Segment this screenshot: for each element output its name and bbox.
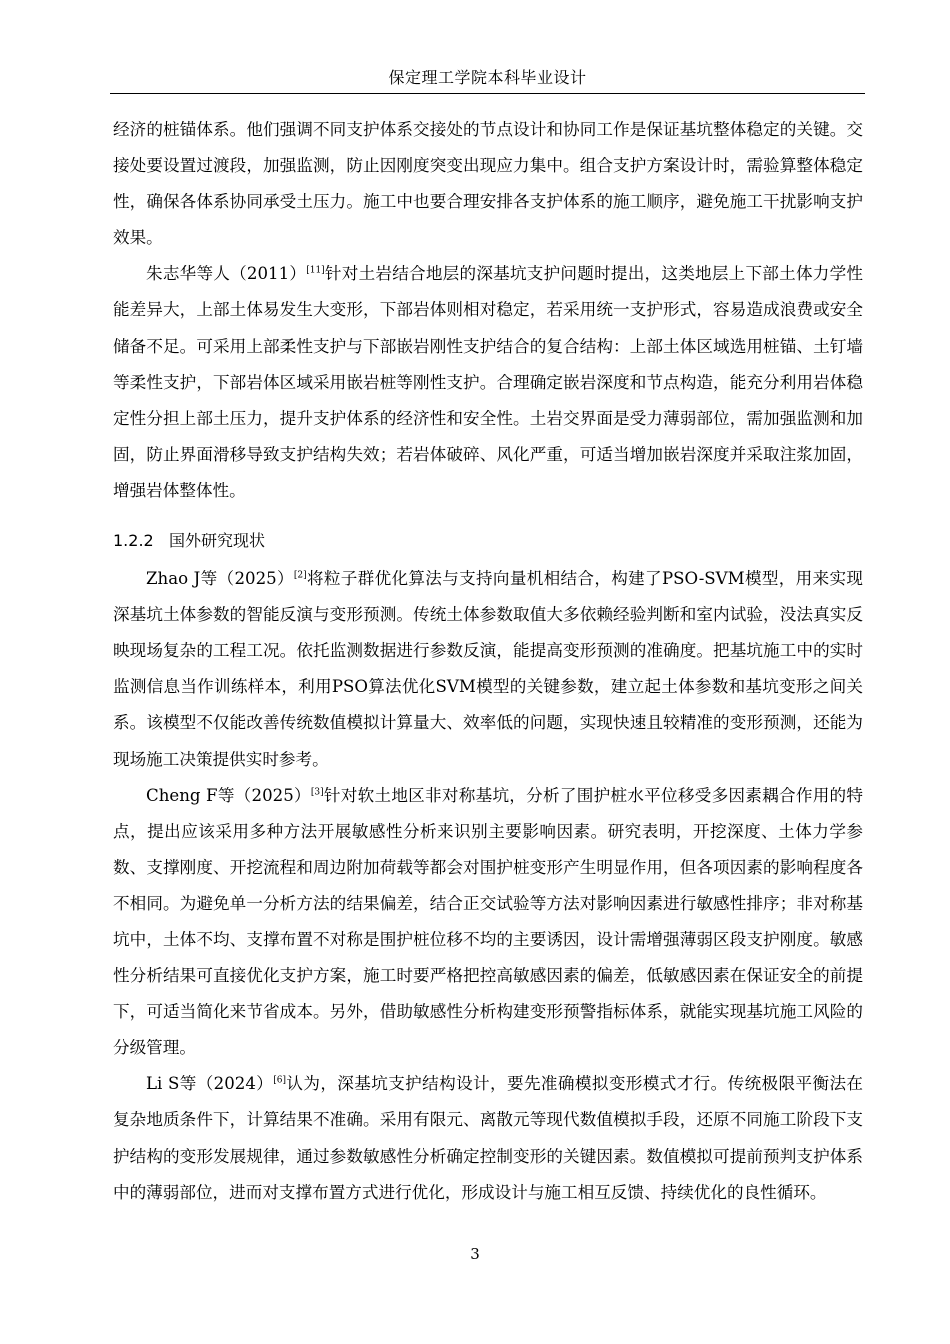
paragraph-continued: 经济的桩锚体系。他们强调不同支护体系交接处的节点设计和协同工作是保证基坑整体稳定的关键。交接处要设置过渡段，加强监测，防止因刚度突变出现应力集中。组合支护方案设计时，需验算整体稳定性，确保各体系协同承受土压力。施工中也要合理安排各支护体系的施工顺序，避免施工干扰影响支护效果。 (113, 120, 863, 248)
paragraph-cheng (113, 778, 863, 1067)
author-citation: Zhao J等（2025） (146, 569, 294, 589)
header-divider (110, 93, 865, 94)
reference-mark: [2] (293, 570, 307, 581)
section-title: 国外研究现状 (169, 531, 266, 551)
paragraph-text: 认为，深基坑支护结构设计，要先准确模拟变形模式才行。传统极限平衡法在复杂地质条件下，计算结果不准确。采用有限元、离散元等现代数值模拟手段，还原不同施工阶段下支护结构的变形发展规律，通过参数敏感性分析确定控制变形的关键因素。数值模拟可提前预判支护体系中的薄弱部位，进而对支撑布置方式进行优化，形成设计与施工相互反馈、持续优化的良性循环。 (113, 1074, 864, 1202)
author-citation: 朱志华等人（2011） (146, 264, 307, 284)
paragraph-text: 将粒子群优化算法与支持向量机相结合，构建了PSO-SVM模型，用来实现深基坑土体参数的智能反演与变形预测。传统土体参数取值大多依赖经验判断和室内试验，没法真实反映现场复杂的工程工况。依托监测数据进行参数反演，能提高变形预测的准确度。把基坑施工中的实时监测信息当作训练样本，利用PSO算法优化SVM模型的关键参数，建立起土体参数和基坑变形之间关系。该模型不仅能改善传统数值模拟计算量大、效率低的问题，实现快速且较精准的变形预测，还能为现场施工决策提供实时参考。 (113, 569, 863, 769)
page-number: 3 (470, 1245, 480, 1263)
author-citation: Cheng F等（2025） (146, 785, 311, 805)
author-citation: Li S等（2024） (146, 1074, 274, 1094)
page-header-title: 保定理工学院本科毕业设计 (388, 68, 587, 87)
reference-mark: [3] (310, 787, 324, 798)
paragraph-li (113, 1066, 863, 1210)
document-body (113, 112, 863, 1211)
reference-mark: [11] (306, 265, 325, 276)
paragraph-text: 针对土岩结合地层的深基坑支护问题时提出，这类地层上下部土体力学性能差异大，上部土体易发生大变形，下部岩体则相对稳定，若采用统一支护形式，容易造成浪费或安全储备不足。可采用上部柔性支护与下部嵌岩刚性支护结合的复合结构：上部土体区域选用桩锚、土钉墙等柔性支护，下部岩体区域采用嵌岩桩等刚性支护。合理确定嵌岩深度和节点构造，能充分利用岩体稳定性分担上部土压力，提升支护体系的经济性和安全性。土岩交界面是受力薄弱部位，需加强监测和加固，防止界面滑移导致支护结构失效；若岩体破碎、风化严重，可适当增加嵌岩深度并采取注浆加固，增强岩体整体性。 (113, 264, 864, 500)
paragraph-text: 针对软土地区非对称基坑，分析了围护桩水平位移受多因素耦合作用的特点，提出应该采用多种方法开展敏感性分析来识别主要影响因素。研究表明，开挖深度、土体力学参数、支撑刚度、开挖流程和周边附加荷载等都会对围护桩变形产生明显作用，但各项因素的影响程度各不相同。为避免单一分析方法的结果偏差，结合正交试验等方法对影响因素进行敏感性排序；非对称基坑中，土体不均、支撑布置不对称是围护桩位移不均的主要诱因，设计需增强薄弱区段支护刚度。敏感性分析结果可直接优化支护方案，施工时要严格把控高敏感因素的偏差，低敏感因素在保证安全的前提下，可适当简化来节省成本。另外，借助敏感性分析构建变形预警指标体系，就能实现基坑施工风险的分级管理。 (113, 785, 864, 1058)
paragraph-zhu (113, 256, 863, 509)
section-heading (113, 523, 863, 559)
reference-mark: [6] (273, 1075, 286, 1086)
section-number: 1.2.2 (113, 531, 154, 551)
paragraph-zhao (113, 561, 863, 778)
